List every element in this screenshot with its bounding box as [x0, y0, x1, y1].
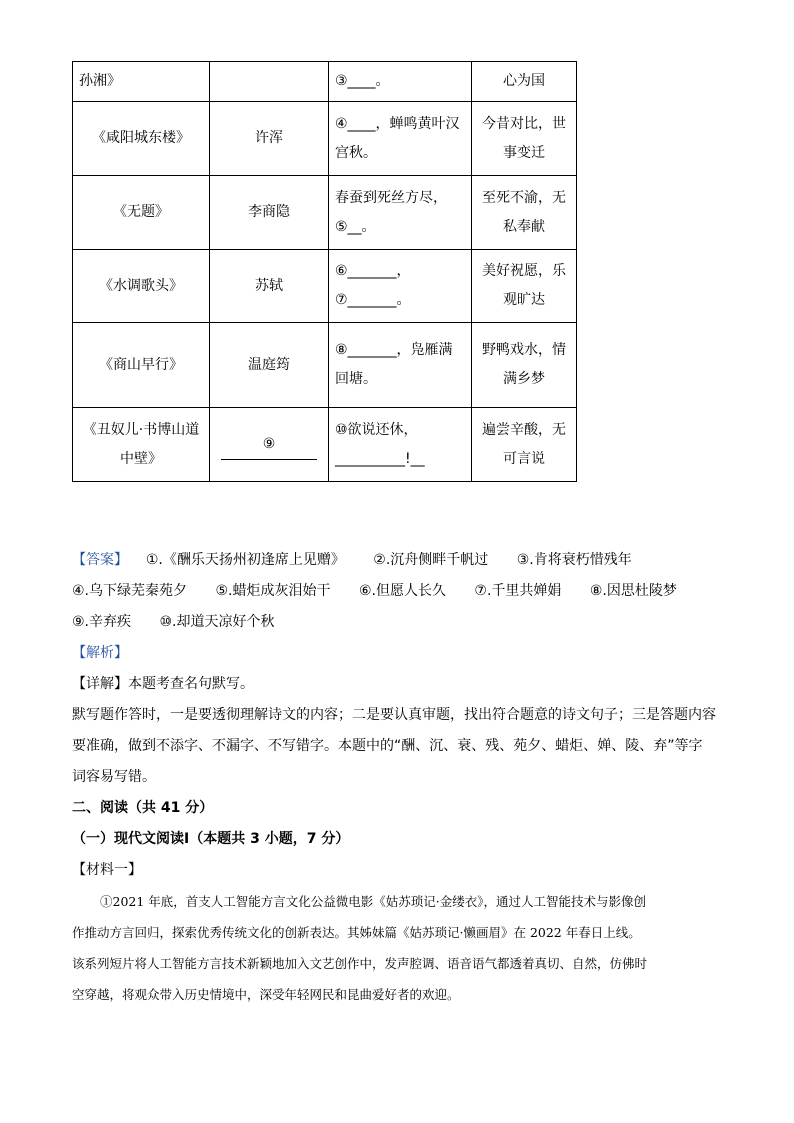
answer-block	[72, 545, 722, 1010]
section-heading: 二、阅读（共 41 分）	[72, 800, 214, 816]
table-row	[73, 176, 577, 250]
answer-item: ⑦.千里共婵娟	[474, 583, 562, 599]
poet-cell: 温庭筠	[210, 323, 329, 408]
material-paragraph-line: 作推动方言回归，探索优秀传统文化的创新表达。其姊妹篇《姑苏琐记·懒画眉》在 2022 年春日上线。	[72, 925, 641, 940]
theme-cell: 遍尝辛酸，无可言说	[472, 408, 577, 482]
section-subheading: （一）现代文阅读Ⅰ（本题共 3 小题，7 分）	[72, 831, 350, 847]
table-row	[73, 102, 577, 176]
theme-cell: 心为国	[472, 62, 577, 102]
answer-item: ⑩.却道天凉好个秋	[159, 614, 275, 630]
answer-item: ⑨.辛弃疾	[72, 614, 132, 630]
poet-cell	[210, 408, 329, 482]
answer-item: ③.肯将衰朽惜残年	[516, 552, 632, 568]
verse-cell: ③____。	[329, 62, 472, 102]
table-row	[73, 408, 577, 482]
poet-cell: 苏轼	[210, 250, 329, 323]
analysis-text: 默写题作答时，一是要透彻理解诗文的内容；二是要认真审题，找出符合题意的诗文句子；三是答题内容	[72, 707, 716, 723]
poem-title-cell: 《咸阳城东楼》	[73, 102, 210, 176]
material-paragraph-line: ①2021 年底，首支人工智能方言文化公益微电影《姑苏琐记·金缕衣》，通过人工智能技术与影像创	[100, 894, 647, 909]
answer-line	[72, 545, 722, 576]
theme-cell: 美好祝愿，乐观旷达	[472, 250, 577, 323]
verse-cell: ④____，蝉鸣黄叶汉宫秋。	[329, 102, 472, 176]
analysis-text: 要准确，做到不添字、不漏字、不写错字。本题中的“酬、沉、衰、残、苑夕、蜡炬、婵、陵、弃”等字	[72, 738, 703, 754]
answer-line	[72, 576, 722, 607]
material-paragraph-line: 该系列短片将人工智能方言技术新颖地加入文艺创作中，发声腔调、语音语气都透着真切、自然，仿佛时	[72, 956, 648, 971]
poem-title-cell: 《商山早行》	[73, 323, 210, 408]
poem-title-cell: 孙湘》	[73, 62, 210, 102]
poet-cell: 李商隐	[210, 176, 329, 250]
theme-cell: 野鸭戏水，情满乡梦	[472, 323, 577, 408]
blank-line: ⑨	[221, 430, 317, 460]
verse-cell: ⑩欲说还休，__________!__	[329, 408, 472, 482]
analysis-text: 词容易写错。	[72, 769, 156, 785]
verse-cell: ⑧_______，凫雁满回塘。	[329, 323, 472, 408]
table-row	[73, 62, 577, 102]
theme-cell: 至死不渝，无私奉献	[472, 176, 577, 250]
poem-title-cell: 《水调歌头》	[73, 250, 210, 323]
theme-cell: 今昔对比，世事变迁	[472, 102, 577, 176]
poem-title-cell: 《丑奴儿·书博山道中壁》	[73, 408, 210, 482]
poem-table	[72, 61, 577, 482]
answer-item: ①.《酬乐天扬州初逢席上见赠》	[145, 552, 345, 568]
verse-cell: 春蚕到死丝方尽，⑤__。	[329, 176, 472, 250]
material-paragraph-line: 空穿越，将观众带入历史情境中，深受年轻网民和昆曲爱好者的欢迎。	[72, 987, 460, 1002]
answer-item: ②.沉舟侧畔千帆过	[373, 552, 489, 568]
answer-item: ⑤.蜡炬成灰泪始干	[215, 583, 331, 599]
analysis-tag: 【解析】	[72, 645, 128, 661]
answer-item: ⑥.但愿人长久	[358, 583, 446, 599]
poet-cell	[210, 62, 329, 102]
answer-line	[72, 607, 722, 638]
poet-cell: 许浑	[210, 102, 329, 176]
answer-item: ⑧.因思杜陵梦	[589, 583, 677, 599]
verse-cell: ⑥_______，⑦_______。	[329, 250, 472, 323]
poem-title-cell: 《无题》	[73, 176, 210, 250]
answer-tag: 【答案】	[72, 552, 128, 568]
answer-item: ④.乌下绿芜秦苑夕	[72, 583, 188, 599]
table-row	[73, 323, 577, 408]
material-tag: 【材料一】	[72, 862, 142, 878]
table-row	[73, 250, 577, 323]
analysis-detail: 【详解】本题考查名句默写。	[72, 676, 254, 692]
